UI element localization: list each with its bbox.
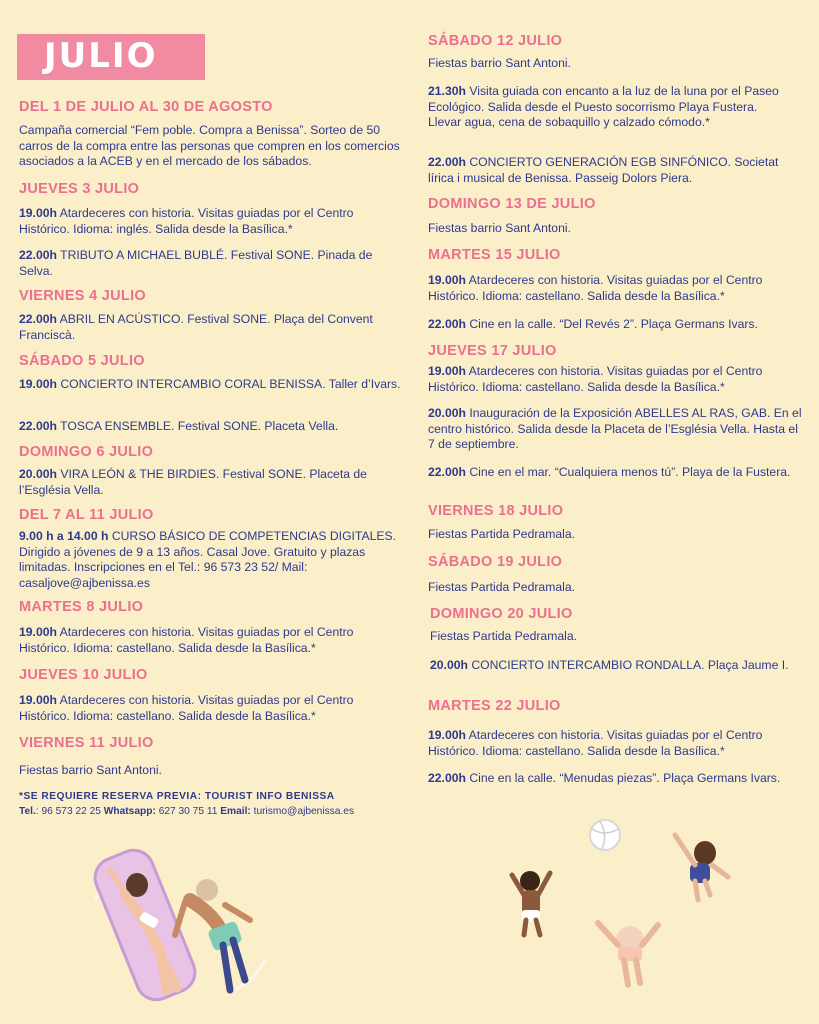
date-heading: DEL 1 DE JULIO AL 30 DE AGOSTO (19, 99, 273, 115)
event-text: Campaña comercial “Fem poble. Compra a Benissa”. Sorteo de 50 carros de la compra entre las personas que compren en los comercios asociados a la ACEB y en el mercado de los sábados. (19, 123, 400, 168)
date-heading: SÁBADO 19 JULIO (428, 554, 563, 570)
event-time: 20.00h (19, 467, 57, 481)
event-text (19, 312, 411, 343)
event-desc: Inauguración de la Exposición ABELLES AL RAS, GAB. En el centro histórico. Salida desde la Placeta de l’Església Vella. Hasta el 7 de septiembre. (428, 406, 802, 451)
date-heading: VIERNES 11 JULIO (19, 735, 154, 751)
event-time: 22.00h (428, 317, 466, 331)
event-time: 19.00h (19, 377, 57, 391)
event-text (428, 155, 804, 186)
date-heading: MARTES 22 JULIO (428, 698, 561, 714)
event-time: 22.00h (19, 248, 57, 262)
date-heading: JUEVES 3 JULIO (19, 181, 140, 197)
event-time: 20.00h (430, 658, 468, 672)
event-text (428, 406, 804, 453)
event-time: 19.00h (428, 728, 466, 742)
contact-line (19, 806, 354, 817)
event-time: 19.00h (428, 273, 466, 287)
event-time: 20.00h (428, 406, 466, 420)
event-time: 19.00h (19, 693, 57, 707)
event-desc: CONCIERTO GENERACIÓN EGB SINFÓNICO. Societat lírica i musical de Benissa. Passeig Dolors Piera. (428, 155, 779, 185)
beach-players-illustration (500, 815, 740, 1015)
event-desc: Atardeceres con historia. Visitas guiadas por el Centro Histórico. Idioma: inglés. Salida desde la Basílica.* (19, 206, 354, 236)
event-text (428, 728, 804, 759)
player-one-figure (512, 871, 550, 935)
event-time: 22.00h (19, 419, 57, 433)
player-three-figure (598, 923, 658, 985)
event-desc: TRIBUTO A MICHAEL BUBLÉ. Festival SONE. Pinada de Selva. (19, 248, 373, 278)
event-text: Fiestas Partida Pedramala. (428, 580, 575, 594)
event-text (19, 693, 404, 724)
event-desc: Visita guiada con encanto a la luz de la luna por el Paseo Ecológico. Salida desde el Puesto socorrismo Playa Fustera. (428, 84, 779, 114)
date-heading: JUEVES 10 JULIO (19, 667, 148, 683)
event-desc: Atardeceres con historia. Visitas guiadas por el Centro Histórico. Idioma: castellano. Salida desde la Basílica.* (19, 625, 354, 655)
event-text: Fiestas Partida Pedramala. (428, 527, 575, 541)
event-desc: Cine en la calle. “Del Revés 2”. Plaça Germans Ivars. (465, 317, 758, 331)
event-desc: Atardeceres con historia. Visitas guiadas por el Centro Histórico. Idioma: castellano. Salida desde la Basílica.* (428, 728, 763, 758)
date-heading: DEL 7 AL 11 JULIO (19, 507, 154, 523)
event-desc: Llevar agua, cena de sobaquillo y calzado cómodo.* (428, 115, 710, 129)
event-text (428, 317, 804, 333)
event-desc: TOSCA ENSEMBLE. Festival SONE. Placeta Vella. (56, 419, 339, 433)
date-heading: DOMINGO 13 DE JULIO (428, 196, 596, 212)
event-text (428, 84, 804, 131)
date-heading: DOMINGO 6 JULIO (19, 444, 154, 460)
event-text: Fiestas Partida Pedramala. (430, 629, 577, 643)
date-heading: MARTES 8 JULIO (19, 599, 144, 615)
date-heading: MARTES 15 JULIO (428, 247, 561, 263)
email-value: turismo@ajbenissa.es (250, 806, 355, 817)
event-time: 21.30h (428, 84, 466, 98)
event-time: 19.00h (428, 364, 466, 378)
event-text (428, 273, 804, 304)
event-text (19, 248, 404, 279)
event-text (19, 467, 404, 498)
event-desc: Cine en la calle. “Menudas piezas”. Plaça Germans Ivars. (465, 771, 781, 785)
event-time: 22.00h (428, 155, 466, 169)
volleyball-icon (590, 820, 620, 850)
event-time: 9.00 h a 14.00 h (19, 529, 109, 543)
event-desc: CONCIERTO INTERCAMBIO RONDALLA. Plaça Jaume I. (467, 658, 789, 672)
whatsapp-value: 627 30 75 11 (155, 806, 221, 817)
event-desc: VIRA LEÓN & THE BIRDIES. Festival SONE. Placeta de l’Església Vella. (19, 467, 367, 497)
date-heading: VIERNES 18 JULIO (428, 503, 564, 519)
event-desc: Cine en el mar. “Cualquiera menos tú”. Playa de la Fustera. (465, 465, 791, 479)
date-heading: SÁBADO 5 JULIO (19, 353, 145, 369)
event-time: 19.00h (19, 206, 57, 220)
event-text (428, 465, 804, 481)
event-time: 22.00h (428, 465, 466, 479)
event-text: Fiestas barrio Sant Antoni. (428, 56, 571, 70)
email-label: Email: (220, 806, 251, 817)
page-title: JULIO (44, 36, 158, 76)
player-two-figure (675, 835, 728, 900)
event-desc: ABRIL EN ACÚSTICO. Festival SONE. Plaça del Convent Franciscà. (19, 312, 373, 342)
event-text (19, 419, 404, 435)
whatsapp-label: Whatsapp: (103, 806, 156, 817)
event-text (428, 771, 804, 787)
date-heading: DOMINGO 20 JULIO (430, 606, 573, 622)
tel-value: : 96 573 22 25 (35, 806, 104, 817)
tel-label: Tel. (19, 806, 36, 817)
event-text (19, 625, 404, 656)
event-desc: Atardeceres con historia. Visitas guiadas por el Centro Histórico. Idioma: castellano. Salida desde la Basílica.* (428, 273, 763, 303)
event-desc: CURSO BÁSICO DE COMPETENCIAS DIGITALES. Dirigido a jóvenes de 9 a 13 años. Casal Jove. Gratuito y plazas limitadas. Inscripciones en el Tel.: 96 573 23 52/ Mail: casaljove@ajbenissa.es (19, 529, 397, 590)
date-heading: VIERNES 4 JULIO (19, 288, 146, 304)
event-desc: Atardeceres con historia. Visitas guiadas por el Centro Histórico. Idioma: castellano. Salida desde la Basílica.* (19, 693, 354, 723)
event-text (19, 377, 404, 393)
date-heading: JUEVES 17 JULIO (428, 343, 557, 359)
reservation-note: *SE REQUIERE RESERVA PREVIA: TOURIST INFO BENISSA (19, 791, 335, 802)
event-text (19, 206, 404, 237)
event-time: 22.00h (19, 312, 57, 326)
event-desc: Atardeceres con historia. Visitas guiadas por el Centro Histórico. Idioma: castellano. Salida desde la Basílica.* (428, 364, 763, 394)
event-text (428, 364, 804, 395)
event-text: Fiestas barrio Sant Antoni. (19, 763, 162, 777)
event-desc: CONCIERTO INTERCAMBIO CORAL BENISSA. Taller d’Ivars. (56, 377, 401, 391)
event-time: 19.00h (19, 625, 57, 639)
event-text (430, 658, 806, 674)
event-text (19, 529, 411, 591)
swimmers-illustration (85, 840, 275, 1010)
event-text: Fiestas barrio Sant Antoni. (428, 221, 571, 235)
event-time: 22.00h (428, 771, 466, 785)
date-heading: SÁBADO 12 JULIO (428, 33, 563, 49)
